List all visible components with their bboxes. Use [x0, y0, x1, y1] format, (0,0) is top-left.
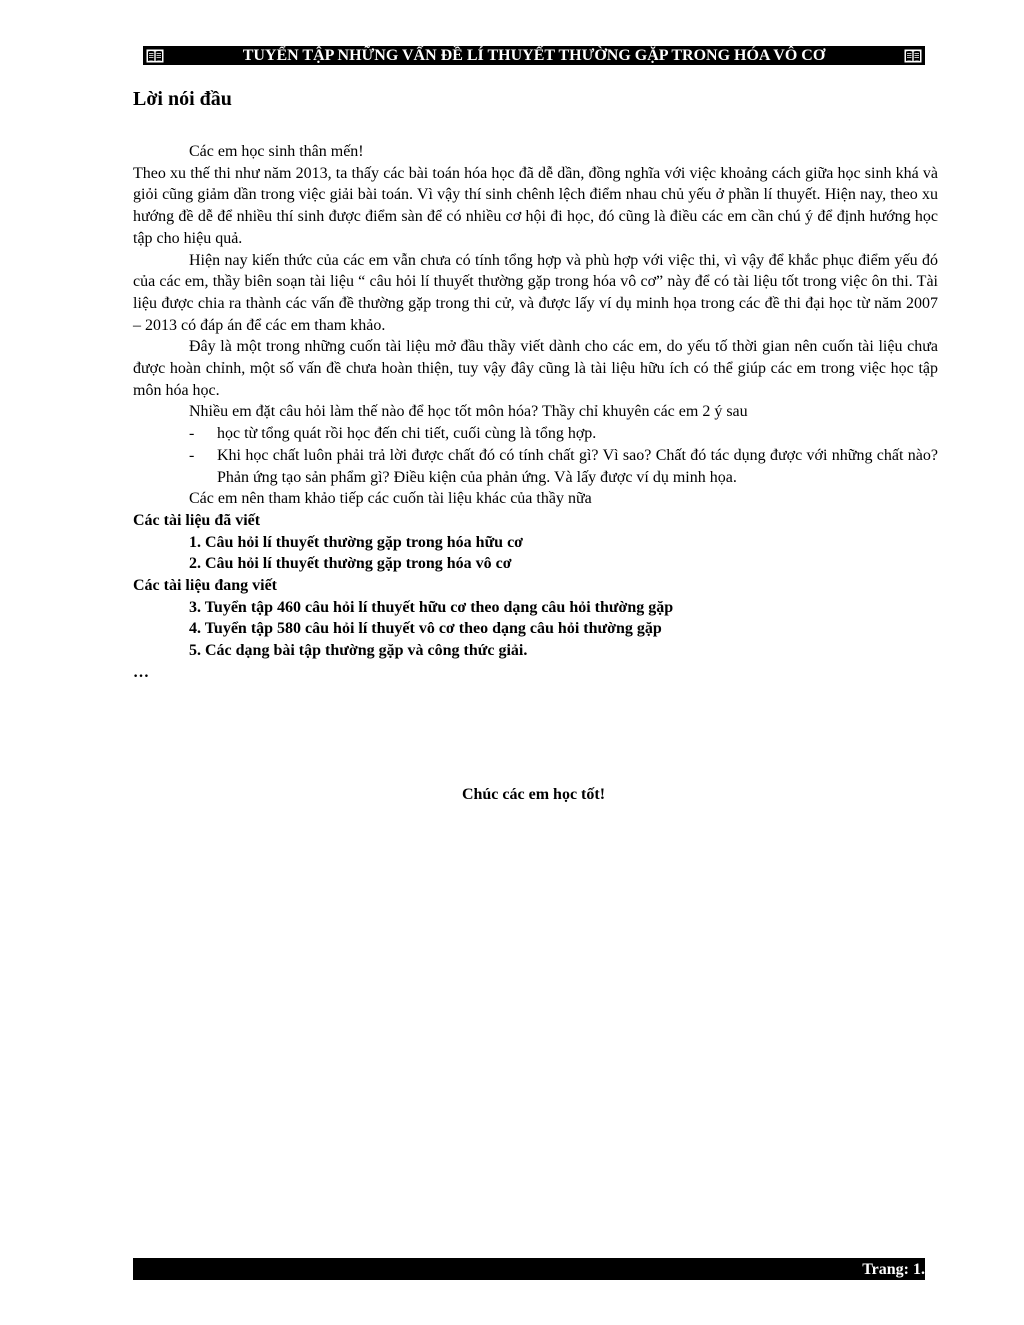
header-title: TUYỂN TẬP NHỮNG VẤN ĐỀ LÍ THUYẾT THƯỜNG GẶP TRONG HÓA VÔ CƠ [242, 46, 826, 64]
list-item: 1. Câu hỏi lí thuyết thường gặp trong hóa hữu cơ [189, 533, 524, 551]
greeting: Các em học sinh thân mến! [189, 143, 364, 160]
paragraph-1: Theo xu thế thi như năm 2013, ta thấy các bài toán hóa học đã dễ dần, đồng nghĩa với việc khoảng cách giữa học sinh khá và giỏi cũng giảm dần trong việc giải bài toán. Vì vậy thí sinh chênh lệch điểm nhau chủ yếu ở phần lí thuyết. Hiện nay, theo xu hướng đề dễ để nhiều thí sinh được điểm sàn để có nhiều cơ hội đi học, đó cũng là điều các em cần chú ý để định hướng học tập cho hiệu quả. [133, 164, 938, 247]
list-marker: - [189, 425, 195, 443]
ellipsis: … [133, 663, 149, 681]
advice-text: Khi học chất luôn phải trả lời được chất đó có tính chất gì? Vì sao? Chất đó tác dụng được với những chất nào? Phản ứng tạo sản phẩm gì? Điều kiện của phản ứng. Và lấy được ví dụ minh họa. [217, 446, 938, 486]
list-item: 2. Câu hỏi lí thuyết thường gặp trong hóa vô cơ [189, 555, 512, 573]
open-book-icon [904, 49, 922, 63]
list-item [189, 445, 938, 488]
list-item: 4. Tuyển tập 580 câu hỏi lí thuyết vô cơ theo dạng câu hỏi thường gặp [189, 620, 662, 638]
document-body [133, 141, 938, 684]
advice-list [133, 423, 938, 488]
page-number: Trang: 1. [862, 1261, 925, 1278]
written-docs-heading: Các tài liệu đã viết [133, 511, 261, 529]
in-progress-docs-heading: Các tài liệu đang viết [133, 577, 277, 595]
paragraph-5: Các em nên tham khảo tiếp các cuốn tài liệu khác của thầy nữa [189, 490, 592, 508]
paragraph-3: Đây là một trong những cuốn tài liệu mở đầu thầy viết dành cho các em, do yếu tố thời gian nên cuốn tài liệu chưa được hoàn chỉnh, một số vấn đề chưa hoàn thiện, tuy vậy đây cũng là tài liệu hữu ích có thể giúp các em trong việc học tập môn hóa học. [133, 338, 938, 399]
open-book-icon [146, 49, 164, 63]
closing-message: Chúc các em học tốt! [461, 786, 606, 803]
page-title: Lời nói đầu [133, 88, 232, 110]
list-marker: - [189, 446, 195, 464]
list-item [189, 423, 938, 445]
list-item: 5. Các dạng bài tập thường gặp và công thức giải. [189, 642, 528, 660]
page-footer-bar [133, 1258, 925, 1280]
in-progress-docs-list [133, 597, 938, 662]
written-docs-list [133, 532, 938, 575]
paragraph-2: Hiện nay kiến thức của các em vẫn chưa có tính tổng hợp và phù hợp với việc thi, vì vậy để khắc phục điểm yếu đó của các em, thầy biên soạn tài liệu “ câu hỏi lí thuyết thường gặp trong hóa vô cơ” này để có tài liệu tốt trong việc ôn thi. Tài liệu được chia ra thành các vấn đề thường gặp trong thi cử, và được lấy ví dụ minh họa trong các đề thi đại học từ năm 2007 – 2013 có đáp án để các em tham khảo. [133, 251, 938, 334]
advice-text: học từ tổng quát rồi học đến chi tiết, cuối cùng là tổng hợp. [217, 425, 597, 443]
page-header-bar [143, 46, 925, 65]
paragraph-4: Nhiều em đặt câu hỏi làm thế nào để học tốt môn hóa? Thầy chỉ khuyên các em 2 ý sau [189, 403, 748, 421]
list-item: 3. Tuyển tập 460 câu hỏi lí thuyết hữu cơ theo dạng câu hỏi thường gặp [189, 598, 674, 616]
